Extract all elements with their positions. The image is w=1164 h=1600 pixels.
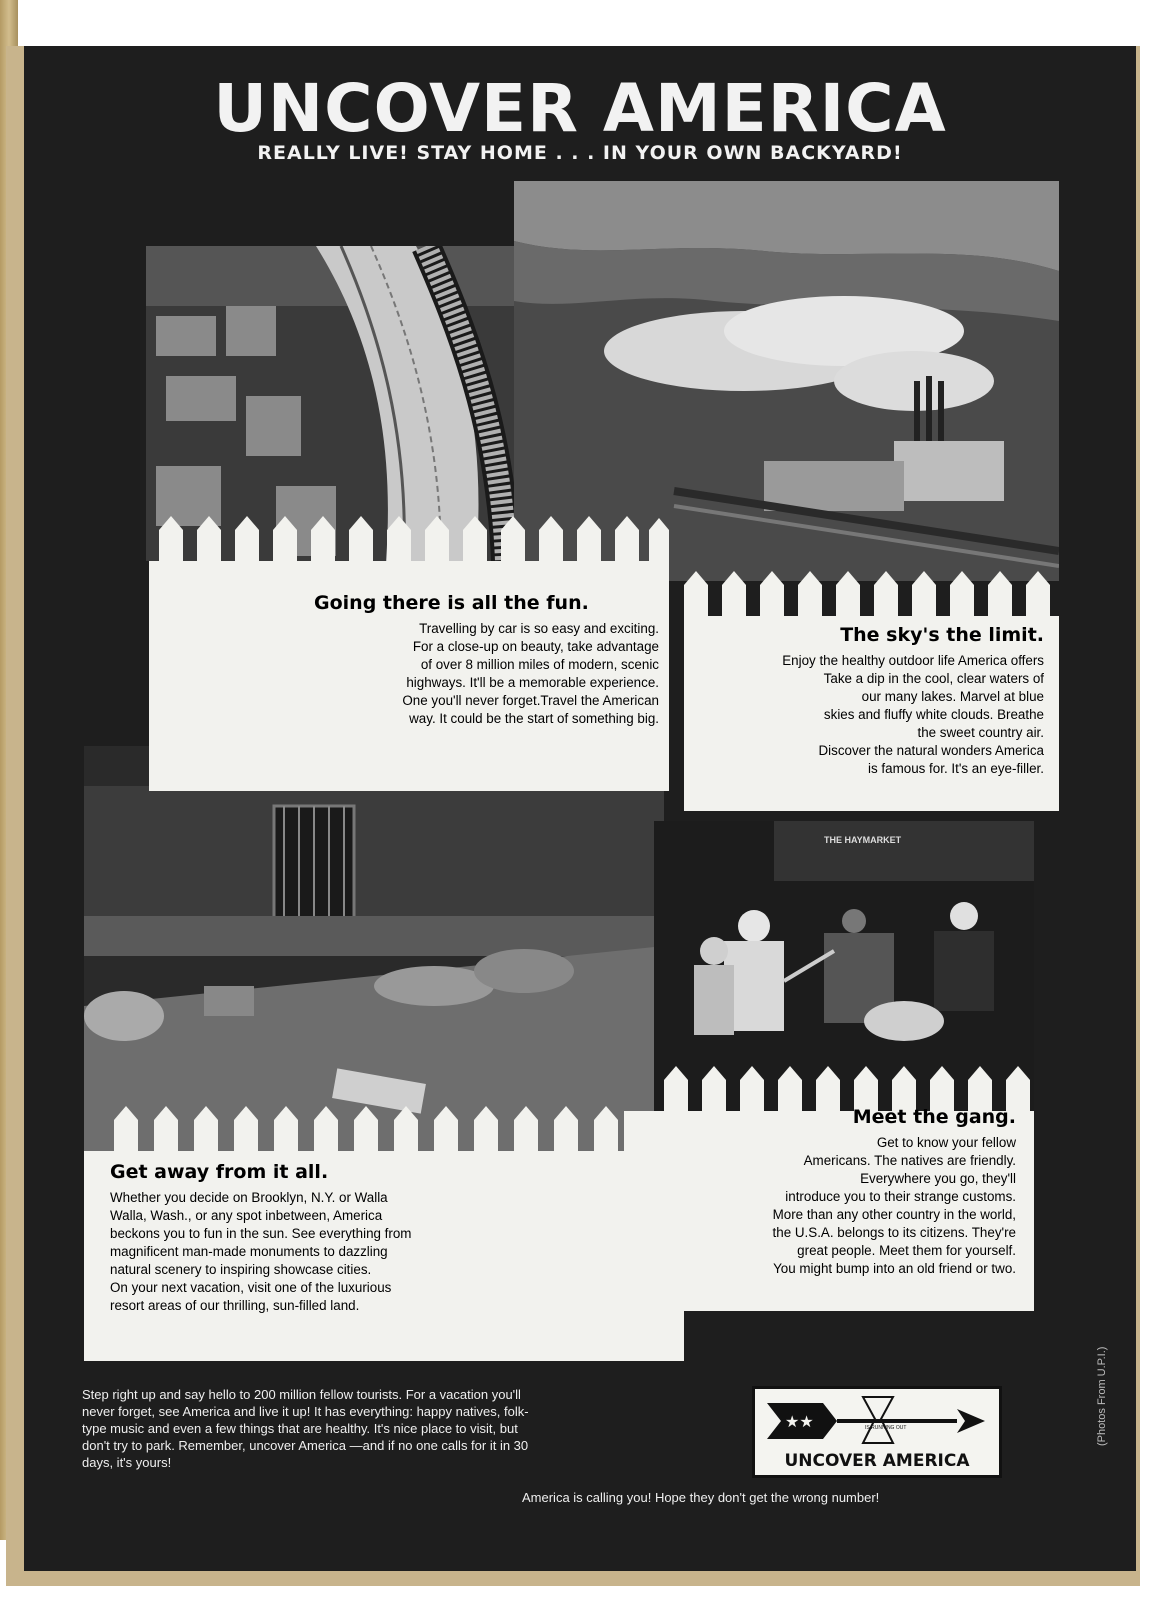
svg-text:★★: ★★ [785, 1412, 814, 1431]
panel-away-line: natural scenery to inspiring showcase cities. [110, 1262, 372, 1277]
hourglass-text: IS RUNNING OUT [865, 1425, 907, 1431]
panel-sky-line: is famous for. It's an eye-filler. [868, 761, 1044, 776]
magazine-back-cover [6, 46, 1140, 1586]
panel-sky-line: Discover the natural wonders America [818, 743, 1044, 758]
panel-fun-body [314, 620, 659, 728]
panel-away-line: resort areas of our thrilling, sun-filled land. [110, 1298, 360, 1313]
footer-line: don't try to park. Remember, uncover America —and if no one calls for it in 30 [82, 1438, 529, 1453]
ad-subhead: REALLY LIVE! STAY HOME . . . IN YOUR OWN BACKYARD! [257, 142, 903, 164]
footer-copy [82, 1386, 529, 1471]
panel-fun-line: Travelling by car is so easy and exciting. [419, 621, 659, 636]
panel-gang-line: Americans. The natives are friendly. [803, 1153, 1016, 1168]
panel-sky-line: Take a dip in the cool, clear waters of [823, 671, 1044, 686]
panel-away-line: Walla, Wash., or any spot inbetween, America [110, 1208, 383, 1223]
panel-sky [694, 624, 1044, 778]
panel-away-line: On your next vacation, visit one of the luxurious [110, 1280, 392, 1295]
panel-sky-title: The sky's the limit. [840, 624, 1044, 646]
panel-gang-title: Meet the gang. [852, 1106, 1016, 1128]
panel-sky-line: skies and fluffy white clouds. Breathe [823, 707, 1044, 722]
panel-sky-line: the sweet country air. [917, 725, 1044, 740]
panel-away [110, 1161, 670, 1315]
footer-line: type music and even a few things that are healthy. It's nice place to visit, but [82, 1421, 518, 1436]
panel-gang-line: Get to know your fellow [876, 1135, 1016, 1150]
picket-fence-top-left [149, 516, 669, 566]
footer-line: Step right up and say hello to 200 million fellow tourists. For a vacation you'll [82, 1387, 521, 1402]
panel-sky-line: our many lakes. Marvel at blue [861, 689, 1044, 704]
photo-credit: (Photos From U.P.I.) [1096, 1346, 1108, 1446]
panel-away-title: Get away from it all. [110, 1161, 329, 1183]
footer-line: never forget, see America and live it up! It has everything: happy natives, folk- [82, 1404, 529, 1419]
panel-gang [644, 1106, 1016, 1278]
logo-label: UNCOVER AMERICA [784, 1451, 970, 1471]
panel-sky-body [694, 652, 1044, 778]
haymarket-sign: THE HAYMARKET [824, 835, 902, 845]
footer-line: days, it's yours! [82, 1455, 172, 1470]
ad-headline: UNCOVER AMERICA [213, 70, 947, 147]
panel-away-body [110, 1189, 670, 1315]
panel-fun-line: highways. It'll be a memorable experience. [406, 675, 659, 690]
panel-gang-line: More than any other country in the world, [772, 1207, 1016, 1222]
panel-fun-title: Going there is all the fun. [314, 592, 589, 614]
panel-fun-line: For a close-up on beauty, take advantage [412, 639, 659, 654]
panel-gang-line: introduce you to their strange customs. [785, 1189, 1016, 1204]
panel-away-line: magnificent man-made monuments to dazzling [110, 1244, 388, 1259]
panel-sky-line: Enjoy the healthy outdoor life America offers [782, 653, 1044, 668]
panel-fun-line: way. It could be the start of something big. [409, 711, 659, 726]
panel-fun-line: of over 8 million miles of modern, scenic [420, 657, 659, 672]
panel-gang-line: Everywhere you go, they'll [860, 1171, 1016, 1186]
panel-away-line: beckons you to fun in the sun. See everything from [110, 1226, 412, 1241]
footer-tagline: America is calling you! Hope they don't get the wrong number! [522, 1490, 880, 1505]
picket-fence-bottom-left [84, 1106, 644, 1156]
panel-gang-line: the U.S.A. belongs to its citizens. They're [772, 1225, 1016, 1240]
panel-gang-line: great people. Meet them for yourself. [797, 1243, 1016, 1258]
arrow-hourglass-icon [763, 1395, 993, 1447]
alley-photo [84, 746, 664, 1166]
panel-away-line: Whether you decide on Brooklyn, N.Y. or Walla [110, 1190, 388, 1205]
picket-fence-top-right [664, 571, 1059, 621]
uncover-america-logo [752, 1386, 1002, 1478]
panel-fun [314, 592, 659, 728]
ad-frame [24, 46, 1136, 1571]
panel-fun-line: One you'll never forget.Travel the American [402, 693, 659, 708]
panel-gang-body [644, 1134, 1016, 1278]
panel-gang-line: You might bump into an old friend or two. [773, 1261, 1016, 1276]
